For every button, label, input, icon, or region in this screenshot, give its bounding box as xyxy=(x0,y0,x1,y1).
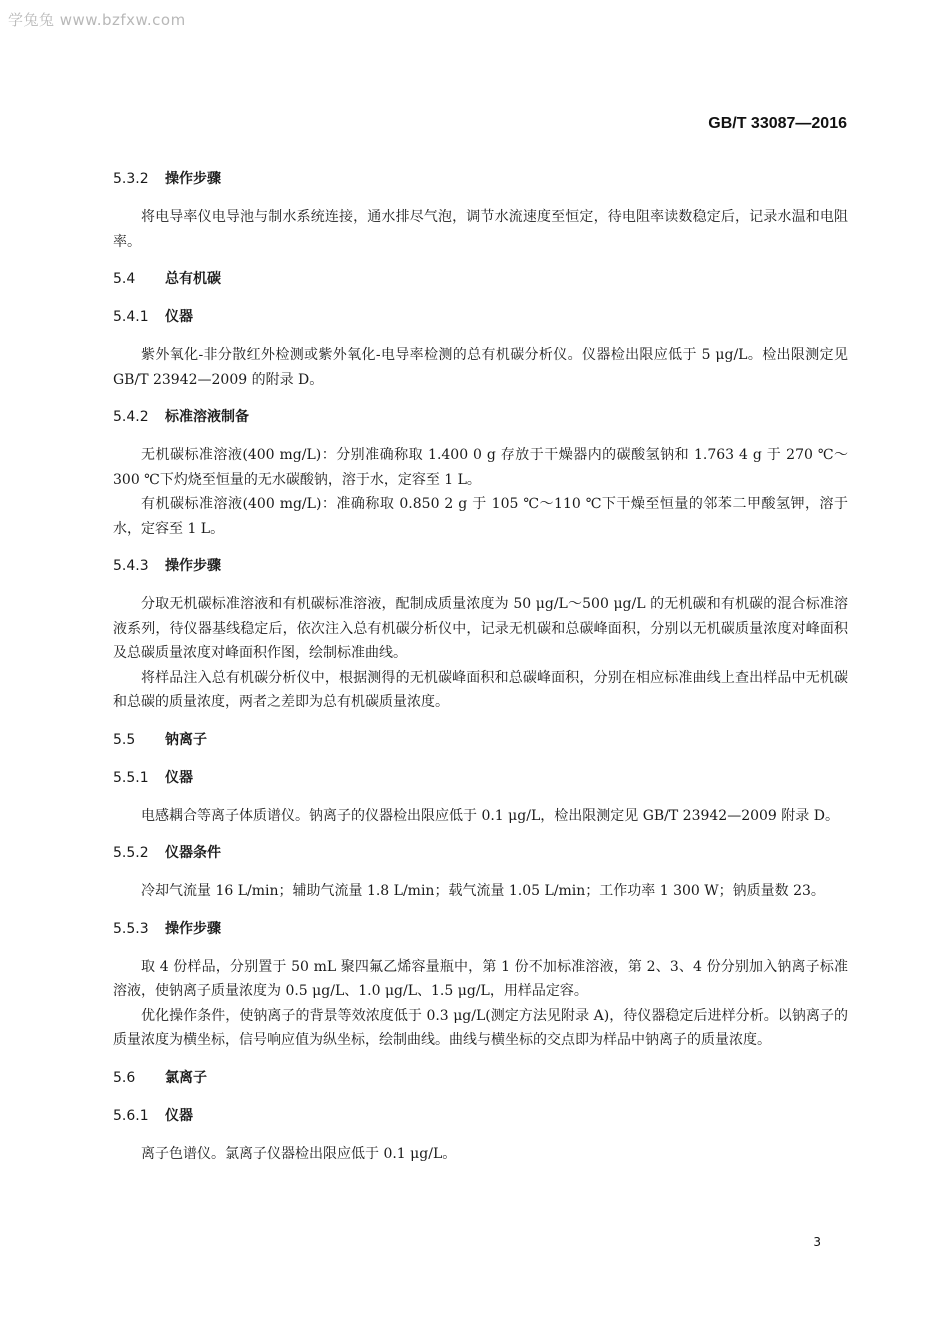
section-5-3-2 xyxy=(113,167,848,267)
section-5-5-2 xyxy=(113,841,848,917)
section-number: 5.4 xyxy=(113,271,136,287)
section-heading xyxy=(113,1104,848,1128)
section-5-4-3 xyxy=(113,554,848,728)
section-5-6-1 xyxy=(113,1104,848,1167)
section-heading xyxy=(113,167,848,191)
paragraph: 离子色谱仪。氯离子仪器检出限应低于 0.1 μg/L。 xyxy=(141,1145,457,1162)
paragraph: 电感耦合等离子体质谱仪。钠离子的仪器检出限应低于 0.1 μg/L，检出限测定见 GB/T 23942—2009 附录 D。 xyxy=(141,807,839,824)
section-5-5 xyxy=(113,728,848,766)
paragraph: 无机碳标准溶液(400 mg/L)：分别准确称取 1.400 0 g 存放于干燥器内的碳酸氢钠和 1.763 4 g 于 270 ℃～300 ℃下灼烧至恒量的无水碳酸钠，溶于水，定容至 1 L。 xyxy=(113,447,848,488)
section-5-4 xyxy=(113,267,848,305)
section-title: 仪器 xyxy=(165,769,193,786)
section-number: 5.6.1 xyxy=(113,1107,149,1124)
section-number: 5.5.3 xyxy=(113,920,149,937)
paragraph: 冷却气流量 16 L/min；辅助气流量 1.8 L/min；载气流量 1.05 L/min；工作功率 1 300 W；钠质量数 23。 xyxy=(141,883,825,899)
section-number: 5.6 xyxy=(113,1069,136,1086)
section-number: 5.5 xyxy=(113,731,136,748)
section-5-6 xyxy=(113,1066,848,1104)
section-5-5-1 xyxy=(113,766,848,842)
section-title: 操作步骤 xyxy=(165,920,221,937)
section-title: 氯离子 xyxy=(165,1069,207,1086)
section-number: 5.4.3 xyxy=(113,558,149,574)
section-heading xyxy=(113,841,848,865)
section-heading xyxy=(113,1066,848,1090)
section-title: 仪器 xyxy=(165,309,193,325)
section-number: 5.4.2 xyxy=(113,409,149,425)
paragraph: 有机碳标准溶液(400 mg/L)：准确称取 0.850 2 g 于 105 ℃～110 ℃下干燥至恒量的邻苯二甲酸氢钾，溶于水，定容至 1 L。 xyxy=(113,496,848,537)
document-body xyxy=(113,167,848,1166)
paragraph: 取 4 份样品，分别置于 50 mL 聚四氟乙烯容量瓶中，第 1 份不加标准溶液，第 2、3、4 份分别加入钠离子标准溶液，使钠离子质量浓度为 0.5 μg/L、1.0 μg/L、1.5 μg/L，用样品定容。 xyxy=(113,958,848,999)
section-title: 仪器条件 xyxy=(165,845,221,861)
section-number: 5.5.2 xyxy=(113,845,149,861)
standard-code: GB/T 33087—2016 xyxy=(708,115,847,132)
paragraph: 将样品注入总有机碳分析仪中，根据测得的无机碳峰面积和总碳峰面积，分别在相应标准曲线上查出样品中无机碳和总碳的质量浓度，两者之差即为总有机碳质量浓度。 xyxy=(113,669,848,710)
paragraph: 分取无机碳标准溶液和有机碳标准溶液，配制成质量浓度为 50 μg/L～500 μg/L 的无机碳和有机碳的混合标准溶液系列，待仪器基线稳定后，依次注入总有机碳分析仪中，记录无机碳和总碳峰面积，分别以无机碳质量浓度对峰面积及总碳质量浓度对峰面积作图，绘制标准曲线。 xyxy=(113,596,848,661)
watermark: 学兔兔 www.bzfxw.com xyxy=(8,11,186,29)
section-number: 5.4.1 xyxy=(113,309,149,325)
section-heading xyxy=(113,267,848,291)
section-5-5-3 xyxy=(113,917,848,1066)
section-title: 标准溶液制备 xyxy=(165,409,249,425)
section-heading xyxy=(113,554,848,578)
section-title: 总有机碳 xyxy=(165,271,221,287)
section-heading xyxy=(113,917,848,941)
section-title: 操作步骤 xyxy=(165,558,221,574)
paragraph: 优化操作条件，使钠离子的背景等效浓度低于 0.3 μg/L(测定方法见附录 A)，待仪器稳定后进样分析。以钠离子的质量浓度为横坐标，信号响应值为纵坐标，绘制曲线。曲线与横坐标的交点即为样品中钠离子的质量浓度。 xyxy=(113,1007,848,1048)
section-title: 操作步骤 xyxy=(165,171,221,187)
section-heading xyxy=(113,305,848,329)
section-5-4-1 xyxy=(113,305,848,405)
section-title: 仪器 xyxy=(165,1107,193,1124)
section-number: 5.5.1 xyxy=(113,769,149,786)
section-title: 钠离子 xyxy=(165,731,207,748)
section-heading xyxy=(113,405,848,429)
section-heading xyxy=(113,728,848,752)
section-heading xyxy=(113,766,848,790)
page-number: 3 xyxy=(813,1235,821,1249)
paragraph: 将电导率仪电导池与制水系统连接，通水排尽气泡，调节水流速度至恒定，待电阻率读数稳定后，记录水温和电阻率。 xyxy=(113,209,848,250)
section-5-4-2 xyxy=(113,405,848,554)
paragraph: 紫外氧化-非分散红外检测或紫外氧化-电导率检测的总有机碳分析仪。仪器检出限应低于 5 μg/L。检出限测定见 GB/T 23942—2009 的附录 D。 xyxy=(113,347,848,388)
section-number: 5.3.2 xyxy=(113,171,149,187)
